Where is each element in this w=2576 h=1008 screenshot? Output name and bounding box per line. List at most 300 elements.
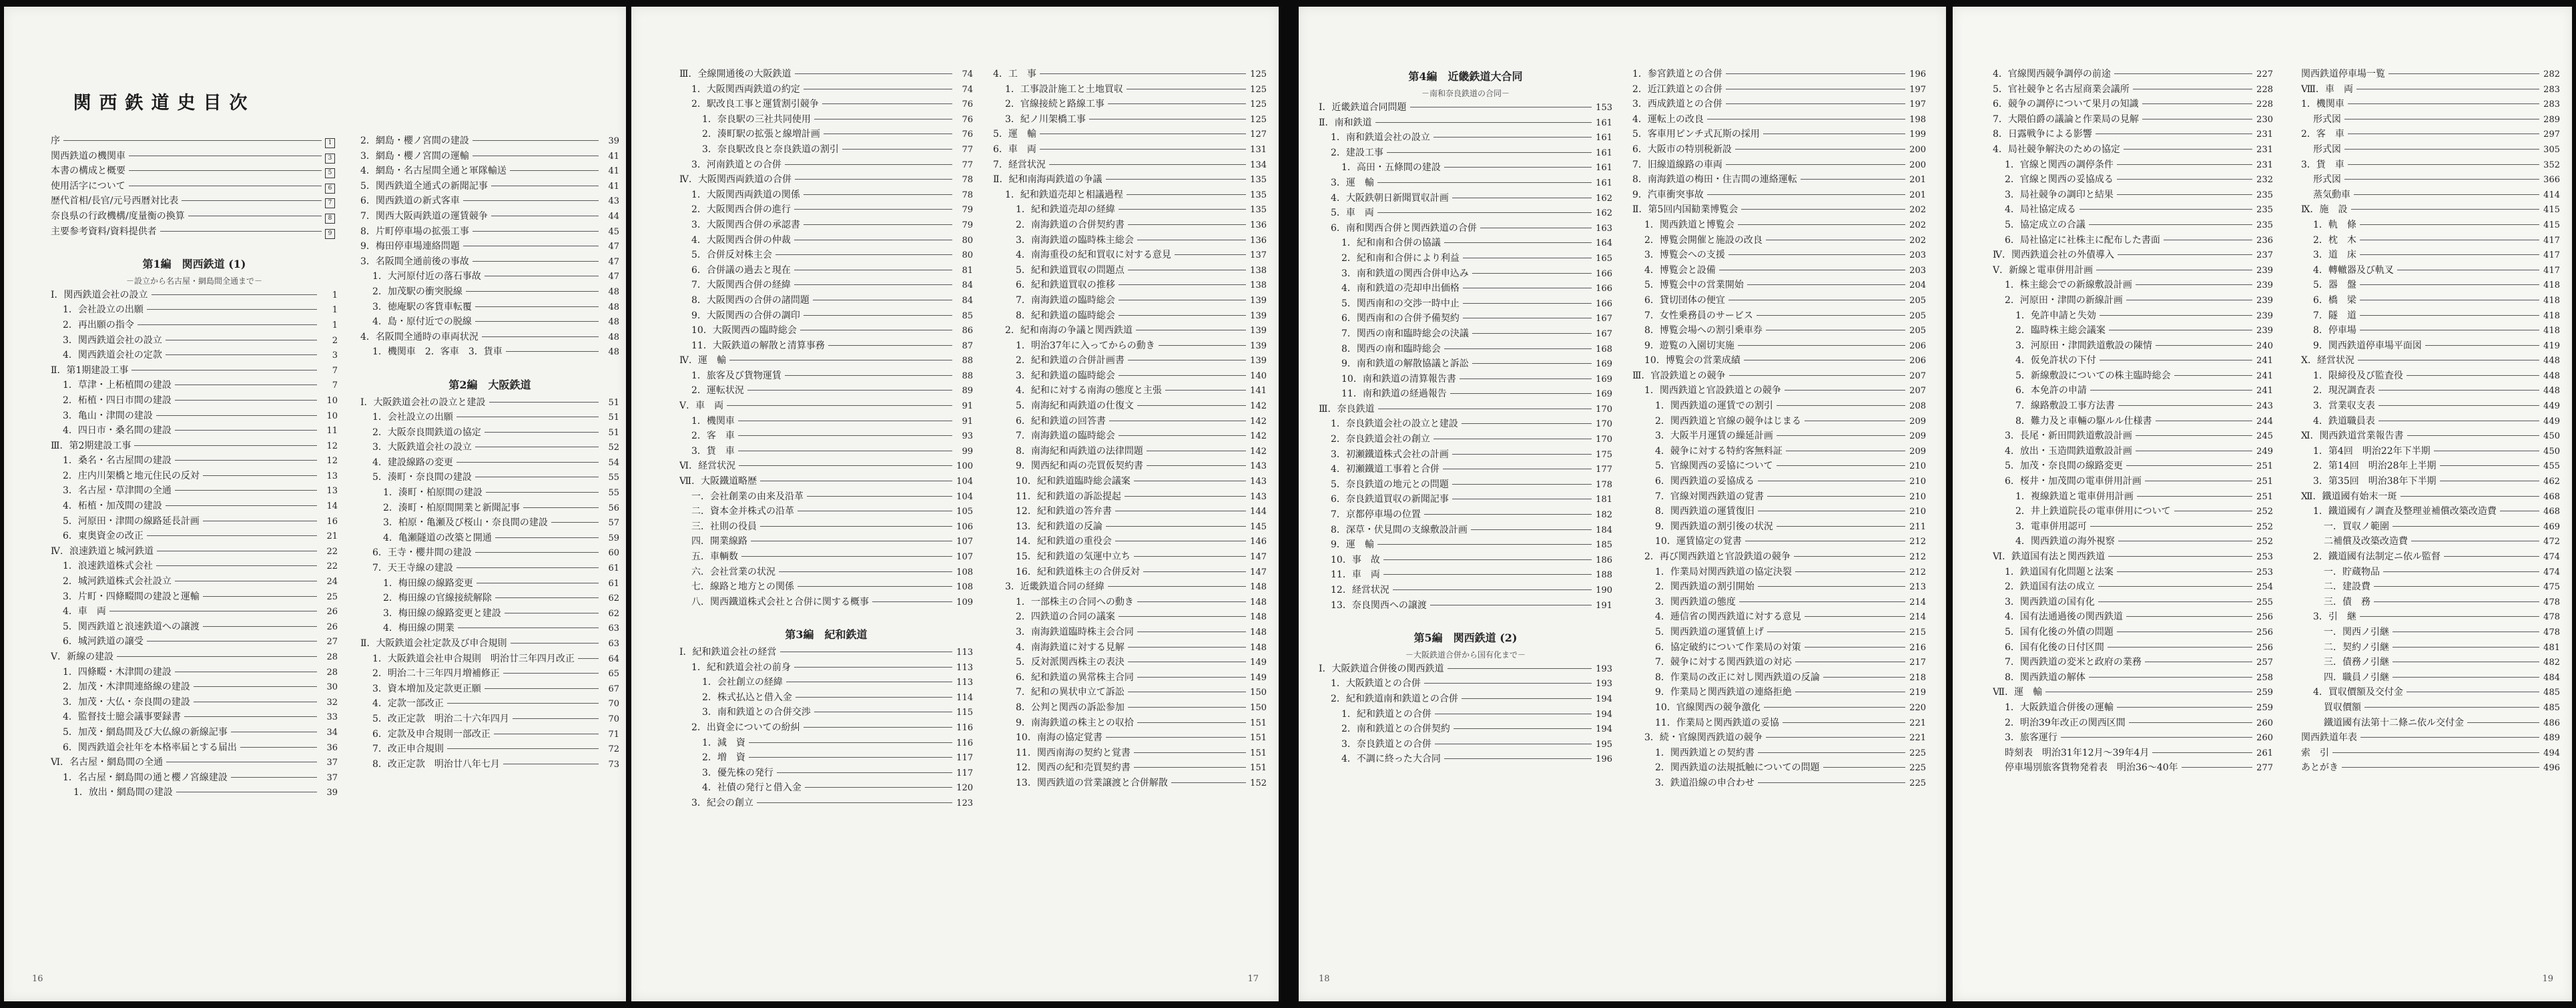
toc-entry: [679, 127, 973, 142]
toc-entry-page: 93: [962, 431, 973, 442]
toc-entry-title: 6．本免許の申請: [2015, 385, 2087, 397]
toc-entry-page: 482: [2543, 658, 2560, 668]
dot-leader: [803, 224, 952, 225]
toc-column: [1319, 67, 1612, 767]
toc-entry-title: 1．浪速鉄道株式会社: [63, 561, 153, 572]
toc-entry-title: Ⅲ．全線開通後の大阪鉄道: [679, 69, 791, 79]
toc-entry: [1632, 504, 1926, 519]
toc-entry-page: 166: [1596, 284, 1612, 294]
dot-leader: [794, 284, 952, 285]
dot-leader: [1393, 589, 1592, 590]
toc-entry: [51, 559, 338, 574]
dot-leader: [1777, 465, 1905, 466]
dot-leader: [2406, 375, 2539, 376]
toc-entry-title: Ⅴ．新線の建設: [51, 652, 114, 662]
toc-entry: [2301, 233, 2560, 248]
toc-entry: [360, 440, 619, 455]
toc-entry: [360, 134, 619, 149]
toc-entry-title: 5．合併反対株主会: [691, 250, 772, 261]
toc-entry-title: 4．名阪間全通時の車両状況: [360, 331, 478, 342]
toc-entry-page: 55: [608, 488, 619, 499]
toc-entry-title: 2．近江鉄道との合併: [1632, 83, 1722, 95]
toc-entry-title: 5．反対派関西株主の表決: [1016, 657, 1124, 668]
dot-leader: [1049, 164, 1246, 165]
toc-entry-title: 9．南海鉄道の株主との収拾: [1016, 717, 1134, 728]
spacer: [51, 239, 338, 254]
toc-entry-title: 三．債務ノ引継: [2324, 657, 2389, 668]
toc-entry-page: 12: [326, 456, 338, 467]
toc-entry-title: 2．出資金についての紛糾: [691, 722, 800, 733]
toc-entry-page: 210: [1909, 491, 1926, 502]
toc-entry: [51, 302, 338, 318]
toc-entry-title: 8．関西鉄道の運賃復旧: [1655, 506, 1754, 517]
toc-entry-page: 219: [1909, 688, 1926, 698]
toc-entry-page: 8: [325, 214, 335, 224]
toc-entry: [51, 194, 338, 209]
toc-entry-title: Ⅳ．大阪関西両鉄道の合併: [679, 174, 791, 186]
toc-entry-title: 6．紀和鉄道の異常株主合同: [1016, 672, 1134, 683]
toc-entry-page: 217: [1909, 658, 1926, 668]
toc-entry-title: 二．資本金并株式の沿革: [691, 506, 794, 517]
toc-entry-title: 3．旅客運行: [2005, 732, 2057, 744]
dot-leader: [803, 315, 952, 316]
dot-leader: [134, 445, 317, 446]
toc-entry-page: 455: [2543, 461, 2560, 472]
toc-entry: [1632, 579, 1926, 595]
dot-leader: [1777, 405, 1905, 406]
dot-leader: [2117, 707, 2252, 708]
toc-entry: [2301, 700, 2560, 716]
toc-entry: [993, 565, 1267, 580]
toc-entry: [1319, 342, 1612, 357]
toc-entry-page: 134: [1250, 160, 1267, 170]
dot-leader: [486, 492, 599, 493]
toc-entry-page: 63: [608, 623, 619, 634]
dot-leader: [1383, 574, 1592, 575]
toc-entry-page: 201: [1909, 175, 1926, 186]
toc-entry-page: 215: [1909, 627, 1926, 638]
dot-leader: [1766, 737, 1905, 738]
dot-leader: [203, 626, 317, 627]
toc-entry: [679, 459, 973, 474]
toc-entry-title: Ⅶ．大阪鐵道略歴: [679, 476, 757, 487]
toc-entry-page: 21: [326, 531, 338, 542]
toc-entry-page: 236: [2256, 235, 2273, 246]
dot-leader: [1756, 315, 1905, 316]
dot-leader: [147, 309, 317, 310]
toc-entry-title: 1．機関車: [2301, 99, 2344, 110]
toc-entry: [993, 429, 1267, 444]
toc-entry-title: 8．博覧会場への割引乗車券: [1644, 325, 1762, 336]
toc-entry-title: 4．不調に終った大合同: [1341, 754, 1441, 765]
toc-entry-page: 72: [608, 744, 619, 755]
toc-entry: [51, 619, 338, 635]
toc-entry: [679, 383, 973, 399]
toc-entry-title: 2．網島・櫻ノ宮間の建設: [360, 136, 469, 146]
dot-leader: [1738, 224, 1905, 225]
toc-entry: [1319, 432, 1612, 447]
dot-leader: [495, 537, 599, 538]
toc-entry: [1993, 519, 2273, 535]
toc-entry-page: 241: [2256, 386, 2273, 397]
toc-entry-page: 181: [1596, 495, 1612, 505]
toc-entry: [2301, 579, 2560, 595]
toc-entry-title: 2．奈良鉄道会社の創立: [1331, 434, 1430, 445]
toc-entry: [2301, 97, 2560, 112]
toc-entry-title: 7．経営状況: [993, 159, 1046, 170]
toc-entry-title: 5．器 盤: [2313, 280, 2356, 291]
dot-leader: [747, 390, 952, 391]
toc-entry-page: 366: [2543, 175, 2560, 186]
dot-leader: [160, 231, 322, 232]
dot-leader: [1128, 224, 1246, 225]
toc-entry: [360, 239, 619, 254]
toc-entry-page: 99: [962, 446, 973, 457]
toc-entry-title: 2．枕 木: [2313, 234, 2356, 246]
toc-entry-page: 194: [1596, 709, 1612, 720]
toc-entry-title: 4．逓信省の関西鉄道に対する意見: [1655, 611, 1801, 623]
toc-entry-title: 2．南和鉄道との合併契約: [1341, 724, 1450, 735]
toc-entry-page: 213: [1909, 582, 1926, 593]
dot-leader: [2182, 767, 2252, 768]
dot-leader: [147, 535, 317, 536]
toc-entry-page: 195: [1596, 739, 1612, 750]
toc-entry-title: 11．関西南海の契約と覚書: [1016, 747, 1131, 758]
toc-entry-page: 125: [1250, 114, 1267, 125]
toc-entry-title: 4．関西鉄道会社の定款: [63, 350, 162, 361]
toc-entry-page: 70: [608, 699, 619, 710]
toc-entry-page: 73: [608, 759, 619, 770]
toc-entry: [1319, 402, 1612, 417]
toc-entry: [1632, 685, 1926, 700]
toc-entry-page: 116: [956, 722, 973, 733]
toc-entry: [679, 766, 973, 781]
toc-entry-title: 3．道 床: [2313, 250, 2356, 261]
toc-entry-title: 4．網島・名古屋間全通と軍隊輸送: [360, 166, 507, 177]
toc-entry: [1993, 670, 2273, 686]
toc-entry: [360, 224, 619, 240]
dot-leader: [1118, 284, 1246, 285]
toc-entry-title: 8．難力及と車輛の駆ルル仕様書: [2015, 415, 2152, 427]
toc-entry-page: 41: [608, 166, 619, 177]
toc-entry: [360, 591, 619, 606]
toc-entry-title: 1．関西鉄道との契約書: [1655, 747, 1754, 758]
dot-leader: [2079, 209, 2252, 210]
toc-entry: [2301, 549, 2560, 565]
toc-entry-page: 48: [608, 302, 619, 312]
dot-leader: [1137, 601, 1246, 602]
dot-leader: [1805, 647, 1905, 648]
dot-leader: [1444, 348, 1592, 349]
toc-entry-page: 164: [1596, 238, 1612, 249]
toc-entry-page: 139: [1250, 295, 1267, 306]
toc-entry-title: Ⅰ．近畿鉄道合同問題: [1319, 102, 1407, 113]
spacer: [679, 609, 973, 625]
toc-entry-page: 62: [608, 593, 619, 604]
toc-entry-title: 10．南海の協定覚書: [1016, 732, 1102, 744]
toc-entry-title: 1．放出・網島間の建設: [73, 787, 173, 798]
dot-leader: [1726, 164, 1905, 165]
toc-entry-title: 5．関西鉄道全通式の新聞記事: [360, 180, 488, 192]
dot-leader: [2383, 571, 2539, 572]
toc-entry-page: 297: [2543, 130, 2560, 140]
section-heading: 第5編 関西鉄道 (2): [1413, 631, 1518, 644]
toc-entry-title: 2．博覧会開催と施設の改良: [1644, 234, 1762, 246]
toc-entry-page: 225: [1909, 748, 1926, 758]
toc-entry-title: 2．柘植・四日市間の建設: [63, 395, 172, 406]
toc-entry: [51, 409, 338, 424]
toc-entry: [51, 453, 338, 469]
toc-entry-title: 13．奈良関西への譲渡: [1331, 599, 1427, 611]
toc-entry-title: Ⅳ．関西鉄道会社の外債導入: [1993, 250, 2114, 261]
toc-entry-page: 22: [326, 546, 338, 557]
toc-entry-page: 188: [1596, 570, 1612, 581]
toc-entry: [993, 549, 1267, 565]
toc-entry-page: 166: [1596, 268, 1612, 279]
toc-entry-page: 26: [326, 621, 338, 632]
toc-entry: [1993, 368, 2273, 384]
dot-leader: [2400, 496, 2539, 497]
toc-entry-page: 65: [608, 669, 619, 680]
toc-entry: [1319, 752, 1612, 767]
toc-entry-title: Ⅸ．施 設: [2301, 204, 2348, 216]
toc-entry-title: 4．社債の発行と借入金: [702, 782, 801, 794]
toc-entry-page: 209: [1909, 416, 1926, 427]
toc-entry-page: 251: [2256, 477, 2273, 487]
toc-entry: [2301, 158, 2560, 173]
toc-entry: [1319, 236, 1612, 251]
toc-entry: [360, 621, 619, 636]
toc-entry: [993, 293, 1267, 308]
toc-entry-title: 1．鉄道国有化問題と法案: [2005, 566, 2114, 577]
toc-entry-page: 149: [1250, 672, 1267, 683]
toc-entry-title: 2．梅田線の官線接続解除: [383, 593, 492, 604]
toc-entry-title: 1．機関車: [691, 415, 735, 427]
toc-entry-page: 27: [326, 637, 338, 648]
dot-leader: [1134, 556, 1246, 557]
toc-entry-page: 138: [1250, 265, 1267, 276]
toc-entry-title: 3．運 輸: [1331, 177, 1374, 188]
toc-entry-page: 218: [1909, 672, 1926, 683]
toc-entry: [1993, 353, 2273, 368]
dot-leader: [1128, 707, 1246, 708]
toc-entry: [679, 736, 973, 751]
toc-entry: [679, 218, 973, 233]
toc-entry: [1632, 414, 1926, 429]
toc-entry: [1319, 130, 1612, 146]
toc-entry-title: 1．機関車 2．客車 3．貨車: [372, 346, 503, 358]
toc-entry-page: 484: [2543, 672, 2560, 683]
section-heading: 第2編 大阪鉄道: [448, 378, 531, 391]
toc-entry-title: 3．博覧会への支援: [1644, 250, 1725, 261]
dot-leader: [194, 686, 317, 687]
toc-entry-page: 210: [1909, 477, 1926, 487]
toc-entry-title: 使用活字について: [51, 180, 125, 192]
toc-entry-title: 3．南和鉄道の関西合併申込み: [1341, 268, 1469, 279]
toc-entry: [679, 293, 973, 308]
dot-leader: [475, 321, 599, 322]
toc-entry-title: 3．河南鉄道との合併: [691, 159, 781, 170]
toc-entry-page: 468: [2543, 491, 2560, 502]
dot-leader: [1462, 423, 1592, 424]
toc-entry-page: 418: [2543, 280, 2560, 291]
toc-entry-page: 47: [608, 242, 619, 252]
toc-entry: [51, 589, 338, 605]
toc-entry: [2301, 565, 2560, 580]
toc-entry-title: 3．紀和鉄道の臨時総会: [1016, 370, 1115, 381]
dot-leader: [1424, 683, 1592, 684]
toc-entry-page: 100: [956, 461, 973, 472]
toc-entry-title: 4．仮免許状の下付: [2015, 355, 2096, 366]
toc-entry-page: 143: [1250, 491, 1267, 502]
section-subtitle: －大阪鉄道合併から国有化まで－: [1405, 650, 1526, 660]
toc-entry: [2301, 112, 2560, 128]
toc-entry-page: 142: [1250, 416, 1267, 427]
toc-entry-title: 5．関西南和の交渉一時中止: [1341, 298, 1460, 309]
toc-entry: [679, 489, 973, 505]
toc-entry: [993, 308, 1267, 324]
dot-leader: [785, 375, 952, 376]
toc-entry: [993, 730, 1267, 746]
toc-entry: [360, 209, 619, 224]
toc-entry-title: 7．旧線道線路の車両: [1632, 159, 1722, 170]
toc-entry-title: 2．再び関西鉄道と官設鉄道の競争: [1644, 551, 1791, 562]
dot-leader: [231, 777, 317, 778]
toc-entry-title: 10．運賃協定の覚書: [1655, 536, 1742, 547]
toc-entry-page: 252: [2256, 521, 2273, 532]
toc-entry-title: 1．大阪関西両鉄道の約定: [691, 83, 800, 95]
dot-leader: [1128, 647, 1246, 648]
toc-entry-title: 11．作業局と関西鉄道の妥協: [1655, 717, 1779, 728]
toc-entry-page: 190: [1596, 585, 1612, 595]
dot-leader: [1383, 559, 1592, 560]
toc-column: [993, 67, 1267, 791]
toc-entry-title: 2．南海鉄道の合併契約書: [1016, 219, 1124, 230]
toc-entry: [2301, 338, 2560, 354]
toc-entry: [2301, 655, 2560, 670]
toc-entry-title: 1．大阪鉄道会社申合規則 明治廿三年四月改正: [372, 653, 575, 664]
toc-entry: [2301, 67, 2560, 82]
toc-entry: [679, 675, 973, 690]
toc-entry: [1632, 338, 1926, 354]
toc-entry-page: 239: [2256, 280, 2273, 291]
toc-entry-page: 74: [962, 69, 973, 79]
toc-entry-page: 108: [956, 582, 973, 593]
toc-entry-page: 109: [956, 597, 973, 607]
toc-entry: [1993, 172, 2273, 188]
dot-leader: [2114, 73, 2252, 74]
toc-entry: [1632, 218, 1926, 233]
dot-leader: [447, 748, 599, 749]
toc-entry-page: 417: [2543, 235, 2560, 246]
toc-entry-page: 25: [326, 591, 338, 602]
toc-entry: [993, 504, 1267, 519]
toc-entry: [1993, 158, 2273, 173]
toc-entry-title: 2．関西鉄道の法規抵触についての問題: [1655, 762, 1820, 774]
dot-leader: [1147, 465, 1246, 466]
toc-entry: [1993, 202, 2273, 218]
toc-entry-page: 251: [2256, 491, 2273, 502]
toc-entry-page: 208: [1909, 401, 1926, 412]
toc-entry: [1319, 492, 1612, 507]
page-number: 16: [32, 974, 43, 984]
toc-entry-page: 256: [2256, 627, 2273, 638]
toc-entry-title: 1．南和鉄道会社の設立: [1331, 132, 1430, 144]
toc-entry-title: 2．紀和鉄道の合併計画書: [1016, 355, 1124, 366]
toc-entry-page: 113: [956, 647, 973, 658]
dot-leader: [506, 351, 599, 352]
toc-entry-title: 4．南海鉄道に対する見解: [1016, 642, 1124, 653]
dot-leader: [1726, 103, 1905, 104]
dot-leader: [147, 641, 317, 642]
toc-entry: [1993, 82, 2273, 97]
toc-entry-page: 123: [956, 798, 973, 808]
dot-leader: [1118, 315, 1246, 316]
toc-entry-page: 10: [326, 411, 338, 421]
toc-entry-title: 5．協定成立の合議: [2005, 219, 2085, 230]
toc-entry: [993, 67, 1267, 82]
toc-entry-page: 78: [962, 190, 973, 200]
dot-leader: [1118, 375, 1246, 376]
toc-entry-title: Ⅳ．運 輸: [679, 355, 726, 366]
toc-entry: [1632, 399, 1926, 414]
dot-leader: [1377, 544, 1592, 545]
toc-entry-title: 3．引 継: [2313, 611, 2356, 623]
dot-leader: [240, 747, 317, 748]
dot-leader: [503, 673, 599, 674]
dot-leader: [511, 643, 599, 644]
toc-entry-title: 4．国有法通過後の関西鉄道: [2005, 611, 2123, 623]
dot-leader: [472, 261, 599, 262]
toc-entry-page: 151: [1250, 718, 1267, 728]
toc-entry-title: Ⅱ．第5回内国勧業博覧会: [1632, 204, 1738, 216]
toc-entry-page: 162: [1596, 208, 1612, 219]
dot-leader: [137, 324, 317, 325]
toc-entry: [1993, 248, 2273, 263]
toc-entry: [1632, 158, 1926, 173]
dot-leader: [1758, 586, 1905, 587]
toc-entry: [993, 323, 1267, 338]
toc-entry: [1319, 737, 1612, 752]
toc-entry-title: 6．競争の調停について果月の知識: [1993, 99, 2139, 110]
toc-entry: [993, 746, 1267, 761]
dot-leader: [1444, 167, 1592, 168]
toc-entry-page: 212: [1909, 567, 1926, 577]
toc-entry: [1319, 507, 1612, 523]
dot-leader: [2061, 737, 2252, 738]
toc-entry-title: 6．桜井・加茂間の電車併用計画: [2005, 476, 2142, 487]
toc-entry-page: 136: [1250, 220, 1267, 230]
toc-entry-title: 8．改正定款 明治廿八年七月: [372, 758, 500, 770]
dot-leader: [842, 149, 952, 150]
toc-entry-title: 14．紀和鉄道の重役会: [1016, 536, 1112, 547]
dot-leader: [1462, 698, 1592, 699]
toc-entry-page: 161: [1596, 163, 1612, 174]
toc-entry-title: 4．南和鉄道の売却申出価格: [1341, 283, 1460, 294]
toc-entry: [1993, 338, 2273, 354]
toc-entry-page: 415: [2543, 220, 2560, 230]
toc-entry-title: 七．線路と地方との関係: [691, 581, 794, 593]
toc-entry-page: 260: [2256, 733, 2273, 744]
toc-entry: [1319, 296, 1612, 312]
toc-entry: [993, 700, 1267, 716]
toc-entry: [51, 740, 338, 756]
toc-entry-page: 85: [962, 310, 973, 321]
toc-entry-title: 奈良県の行政機構/度量衡の換算: [51, 210, 185, 222]
toc-entry: [1993, 625, 2273, 640]
toc-entry: [51, 770, 338, 786]
dot-leader: [775, 254, 952, 255]
